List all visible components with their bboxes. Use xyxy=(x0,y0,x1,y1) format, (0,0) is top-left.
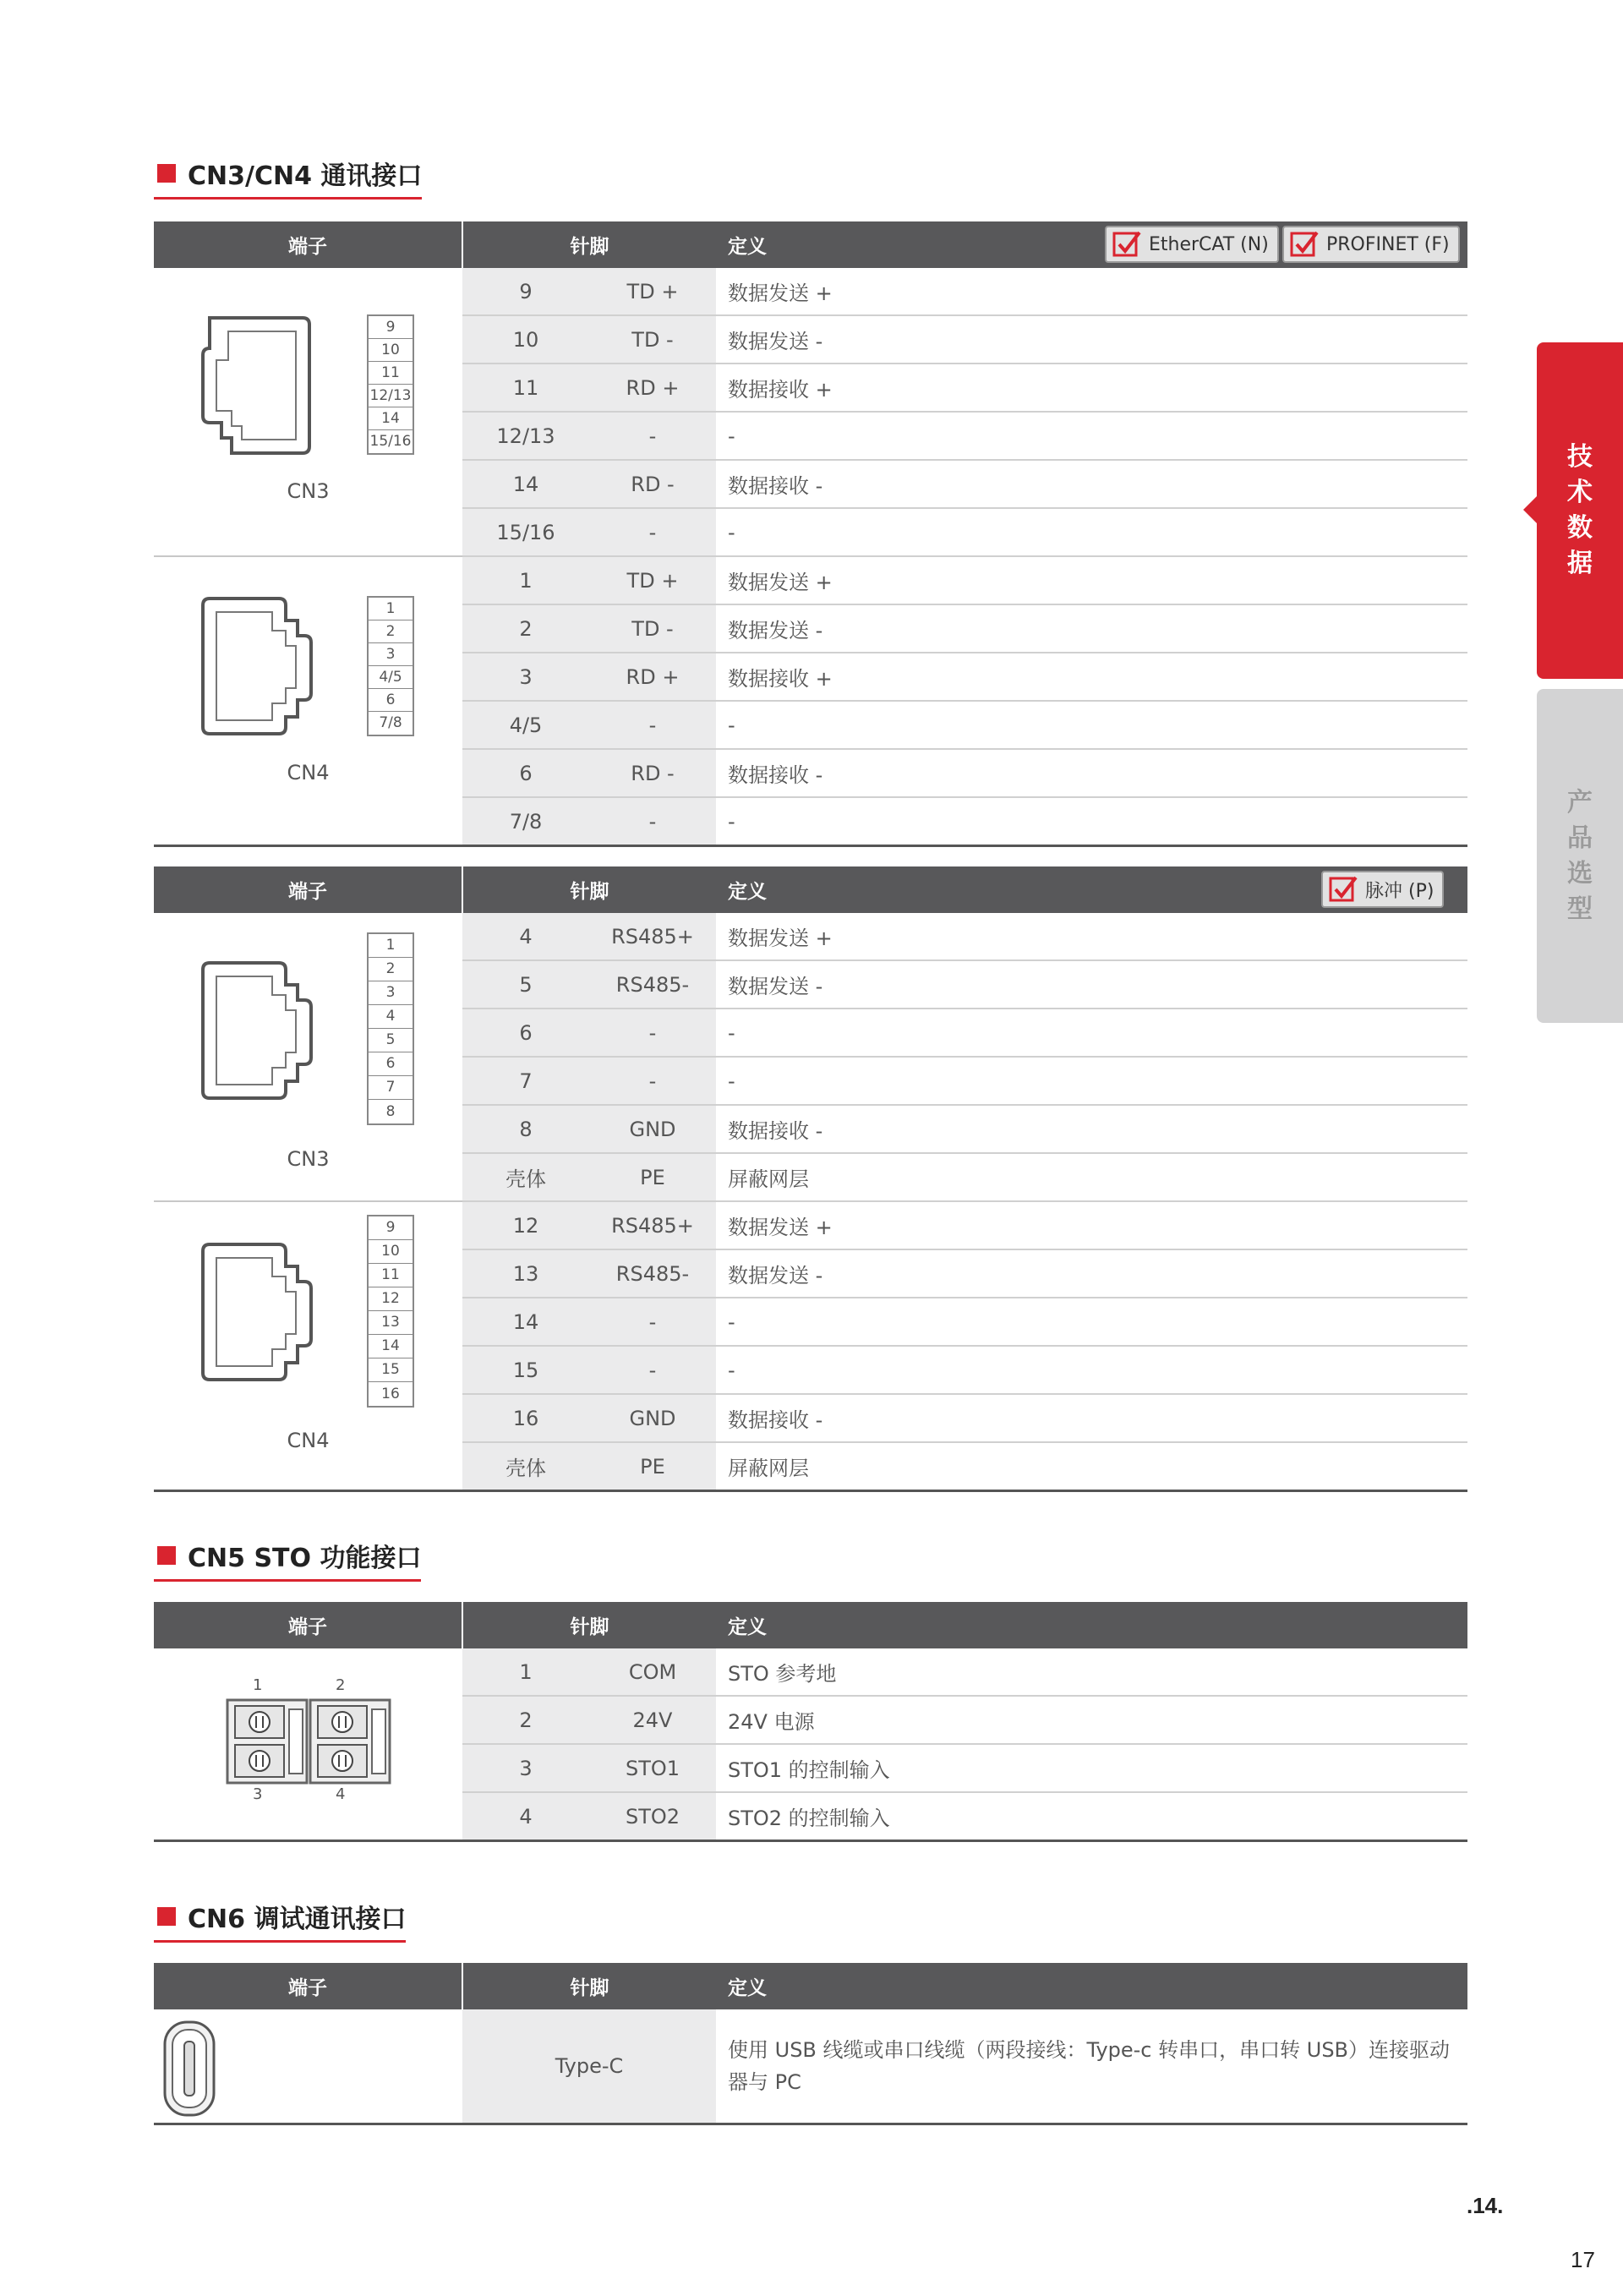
page-number: 17 xyxy=(1571,2247,1595,2272)
badge-ethercat: EtherCAT (N) xyxy=(1105,226,1279,263)
badge-profinet: PROFINET (F) xyxy=(1282,226,1460,263)
pin-list-item: 9 xyxy=(369,316,413,339)
pin-number: 1 xyxy=(462,556,589,604)
definition: 数据发送 + xyxy=(716,556,1467,604)
header-pin: 针脚 xyxy=(462,1602,716,1648)
pin-list-item: 1 xyxy=(369,934,413,958)
pin-list-item: 4 xyxy=(369,1005,413,1029)
side-tab-label: 产 品 选 型 xyxy=(1567,787,1593,924)
table-row xyxy=(154,556,1467,604)
pin-number: 12 xyxy=(462,1201,589,1249)
definition: 数据接收 - xyxy=(716,1394,1467,1442)
signal-name: - xyxy=(589,701,716,749)
pin-list-item: 14 xyxy=(369,407,413,430)
pin-number: 4/5 xyxy=(462,701,589,749)
usb-type-c-icon xyxy=(162,2020,216,2118)
pin-list-item: 15/16 xyxy=(369,433,412,450)
definition: - xyxy=(716,412,1467,460)
pin-number: 4 xyxy=(462,913,589,960)
usb-c-terminal-cell xyxy=(154,2009,462,2124)
signal-name: TD + xyxy=(589,556,716,604)
terminal-label-cn3: CN3 xyxy=(287,1147,330,1171)
pin-list-item: 6 xyxy=(369,1052,413,1076)
signal-name: STO1 xyxy=(589,1744,716,1792)
pin-list-item: 4/5 xyxy=(369,666,413,689)
section-title-cn5: CN5 STO 功能接口 xyxy=(154,1537,421,1582)
pin-list-item: 12 xyxy=(369,1287,413,1311)
definition: 数据发送 + xyxy=(716,913,1467,960)
side-tab-technical-data[interactable] xyxy=(1537,342,1623,679)
definition: 数据接收 + xyxy=(716,364,1467,412)
pin-list-item: 9 xyxy=(369,1216,413,1240)
signal-name: - xyxy=(589,412,716,460)
signal-name: TD - xyxy=(589,315,716,364)
definition: 数据接收 - xyxy=(716,749,1467,797)
definition: - xyxy=(716,1298,1467,1346)
terminal-pin-label: 1 xyxy=(253,1676,263,1694)
terminal-label-cn3: CN3 xyxy=(287,479,330,503)
pin-list-item: 3 xyxy=(369,981,413,1005)
section-title-cn34: CN3/CN4 通讯接口 xyxy=(154,155,422,200)
pin-number: 2 xyxy=(462,1696,589,1744)
pin-list-item: 6 xyxy=(369,689,413,712)
pin-number: 壳体 xyxy=(462,1153,589,1201)
signal-name: PE xyxy=(589,1442,716,1491)
pin-number: 3 xyxy=(462,653,589,701)
signal-name: 24V xyxy=(589,1696,716,1744)
pin-number: 3 xyxy=(462,1744,589,1792)
pin-number: 5 xyxy=(462,960,589,1009)
pin-list-item: 15 xyxy=(369,1358,413,1382)
checkbox-checked-icon xyxy=(1289,229,1320,260)
signal-name: - xyxy=(589,1009,716,1057)
signal-name: TD + xyxy=(589,268,716,315)
pin-list-item: 10 xyxy=(369,339,413,362)
sub-page-number: .14. xyxy=(1467,2193,1504,2218)
pin-number: 6 xyxy=(462,749,589,797)
signal-name: - xyxy=(589,797,716,846)
table-row xyxy=(154,1648,1467,1696)
pin-number: 6 xyxy=(462,1009,589,1057)
pin-list-item: 13 xyxy=(369,1311,413,1335)
definition: 数据发送 - xyxy=(716,315,1467,364)
header-terminal: 端子 xyxy=(154,866,462,913)
header-definition: 定义 EtherCAT (N) PROFINET (F) xyxy=(716,221,1467,268)
section-marker xyxy=(157,1907,176,1926)
pin-number-list xyxy=(367,932,414,1125)
definition: - xyxy=(716,508,1467,556)
definition: 数据发送 - xyxy=(716,960,1467,1009)
signal-name: RS485+ xyxy=(589,913,716,960)
pin-number: 15 xyxy=(462,1346,589,1394)
header-terminal: 端子 xyxy=(154,1963,462,2009)
signal-name: - xyxy=(589,1057,716,1105)
terminal-block-icon xyxy=(225,1697,394,1785)
pin-number: 10 xyxy=(462,315,589,364)
pin-number: 8 xyxy=(462,1105,589,1153)
pin-number-list xyxy=(367,596,414,736)
signal-name: - xyxy=(589,1298,716,1346)
pin-number: 16 xyxy=(462,1394,589,1442)
section-marker xyxy=(157,164,176,183)
definition: - xyxy=(716,1009,1467,1057)
pin-number: 14 xyxy=(462,460,589,508)
header-terminal: 端子 xyxy=(154,1602,462,1648)
pin-list-item: 1 xyxy=(369,598,413,620)
pin-number-list xyxy=(367,1215,414,1408)
definition: 屏蔽网层 xyxy=(716,1442,1467,1491)
pin-number: 2 xyxy=(462,604,589,653)
pin-list-item: 3 xyxy=(369,643,413,666)
pin-number: 11 xyxy=(462,364,589,412)
signal-name: RD + xyxy=(589,364,716,412)
table-row xyxy=(154,1201,1467,1249)
checkbox-checked-icon xyxy=(1112,229,1142,260)
definition: - xyxy=(716,797,1467,846)
definition: STO1 的控制输入 xyxy=(716,1744,1467,1792)
signal-name: RS485+ xyxy=(589,1201,716,1249)
rj45-port-icon xyxy=(198,313,316,458)
signal-name: STO2 xyxy=(589,1792,716,1841)
signal-name: PE xyxy=(589,1153,716,1201)
pin-list-item: 8 xyxy=(385,1102,396,1120)
signal-name: - xyxy=(589,508,716,556)
pin-list-item: 2 xyxy=(369,958,413,981)
type-c-definition: 使用 USB 线缆或串口线缆（两段接线：Type-c 转串口，串口转 USB）连接驱动器与 PC xyxy=(716,2009,1467,2124)
definition: 数据接收 - xyxy=(716,1105,1467,1153)
definition: 数据发送 - xyxy=(716,1249,1467,1298)
definition: - xyxy=(716,1346,1467,1394)
section-marker xyxy=(157,1546,176,1565)
table-row xyxy=(154,268,1467,315)
signal-name: RS485- xyxy=(589,960,716,1009)
rj45-port-icon xyxy=(198,1239,316,1385)
table-cn34-ethernet xyxy=(154,221,1467,847)
definition: 数据接收 + xyxy=(716,653,1467,701)
signal-name: RS485- xyxy=(589,1249,716,1298)
side-tab-label: 技 术 数 据 xyxy=(1567,442,1593,578)
pin-number: 9 xyxy=(462,268,589,315)
pin-number-list xyxy=(367,314,414,455)
definition: 数据发送 + xyxy=(716,268,1467,315)
pin-list-item: 5 xyxy=(369,1029,413,1052)
table-cn34-rs485 xyxy=(154,866,1467,1492)
terminal-label-cn4: CN4 xyxy=(287,761,330,784)
definition: STO 参考地 xyxy=(716,1648,1467,1696)
section-title-cn6: CN6 调试通讯接口 xyxy=(154,1898,406,1943)
rj45-port-icon xyxy=(198,593,316,739)
signal-name: RD - xyxy=(589,749,716,797)
pin-list-item: 10 xyxy=(369,1240,413,1264)
definition: STO2 的控制输入 xyxy=(716,1792,1467,1841)
signal-name: RD - xyxy=(589,460,716,508)
badge-pulse: 脉冲 (P) xyxy=(1321,871,1444,908)
type-c-pin: Type-C xyxy=(462,2009,716,2124)
header-pin: 针脚 xyxy=(462,866,716,913)
table-cn6-debug xyxy=(154,1963,1467,2125)
side-tab-product-selection[interactable] xyxy=(1537,689,1623,1023)
pin-list-item: 11 xyxy=(369,362,413,385)
header-terminal: 端子 xyxy=(154,221,462,268)
header-definition: 定义 xyxy=(716,1963,1467,2009)
signal-name: - xyxy=(589,1346,716,1394)
table-row xyxy=(154,913,1467,960)
definition: - xyxy=(716,701,1467,749)
checkbox-checked-icon xyxy=(1328,874,1358,905)
pin-list-item: 2 xyxy=(369,620,413,643)
definition: 数据发送 + xyxy=(716,1201,1467,1249)
terminal-pin-label: 3 xyxy=(253,1785,263,1803)
definition: 屏蔽网层 xyxy=(716,1153,1467,1201)
definition: 数据发送 - xyxy=(716,604,1467,653)
pin-number: 13 xyxy=(462,1249,589,1298)
pin-list-item: 7/8 xyxy=(379,714,402,731)
signal-name: GND xyxy=(589,1105,716,1153)
rj45-port-icon xyxy=(198,958,316,1103)
terminal-pin-label: 4 xyxy=(336,1785,346,1803)
pin-number: 12/13 xyxy=(462,412,589,460)
definition: 24V 电源 xyxy=(716,1696,1467,1744)
definition: 数据接收 - xyxy=(716,460,1467,508)
pin-number: 15/16 xyxy=(462,508,589,556)
header-pin: 针脚 xyxy=(462,1963,716,2009)
pin-number: 4 xyxy=(462,1792,589,1841)
header-pin: 针脚 xyxy=(462,221,716,268)
terminal-label-cn4: CN4 xyxy=(287,1429,330,1452)
pin-list-item: 16 xyxy=(381,1385,400,1402)
pin-number: 7/8 xyxy=(462,797,589,846)
signal-name: TD - xyxy=(589,604,716,653)
pin-list-item: 11 xyxy=(369,1264,413,1287)
header-definition: 定义 xyxy=(716,1602,1467,1648)
signal-name: GND xyxy=(589,1394,716,1442)
pin-list-item: 14 xyxy=(369,1335,413,1358)
definition: - xyxy=(716,1057,1467,1105)
pin-number: 1 xyxy=(462,1648,589,1696)
signal-name: COM xyxy=(589,1648,716,1696)
pin-number: 壳体 xyxy=(462,1442,589,1491)
pin-list-item: 7 xyxy=(369,1076,413,1100)
signal-name: RD + xyxy=(589,653,716,701)
pin-list-item: 12/13 xyxy=(369,385,413,407)
header-definition: 定义 脉冲 (P) xyxy=(716,866,1467,913)
pin-number: 14 xyxy=(462,1298,589,1346)
terminal-pin-label: 2 xyxy=(336,1676,346,1694)
pin-number: 7 xyxy=(462,1057,589,1105)
